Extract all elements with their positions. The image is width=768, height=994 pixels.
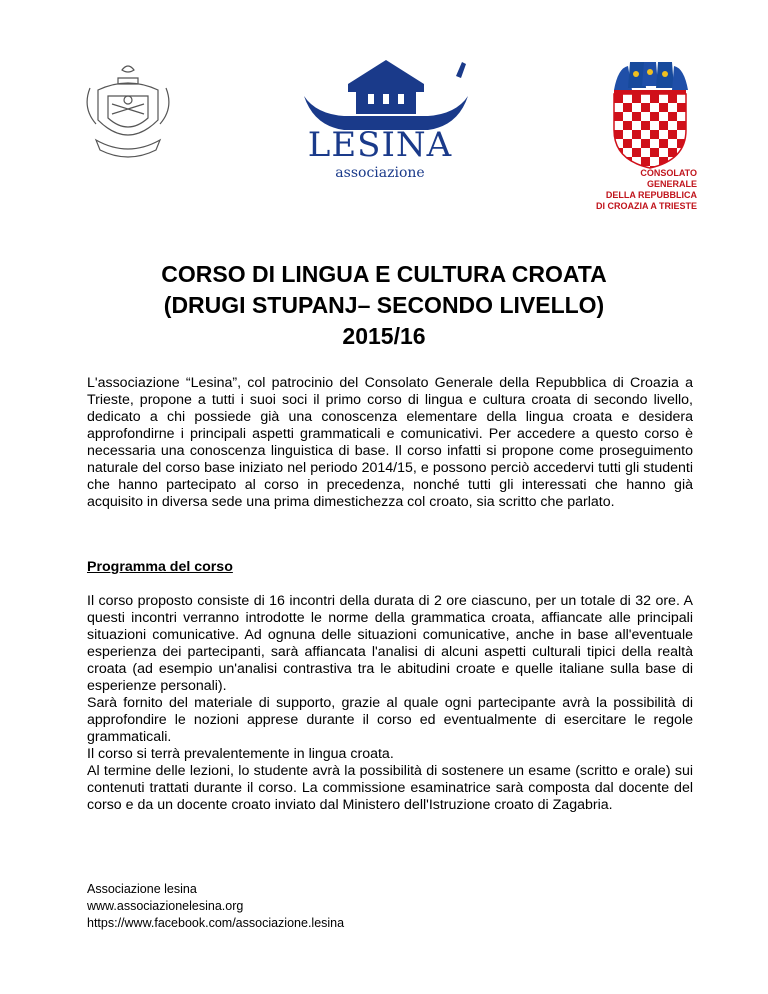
program-paragraph: Sarà fornito del materiale di supporto, grazie al quale ogni partecipante avrà la possibilità di approfondire le nozioni apprese durante il corso ed eventualmente di esercitare le regole grammaticali. — [87, 695, 693, 745]
document-title — [60, 259, 708, 352]
intro-paragraph: L'associazione “Lesina”, col patrocinio del Consolato Generale della Repubblica di Croazia a Trieste, propone a tutti i suoi soci il primo corso di lingua e cultura croata di secondo livello, dedicato a chi possiede già una conoscenza elementare della lingua croata e desidera approfondirne i principali aspetti grammaticali e comunicativi. Per accedere a questo corso è necessaria una conoscenza linguistica di base. Il corso infatti si propone come proseguimento naturale del corso base iniziato nel periodo 2014/15, e possono perciò accedervi tutti gli studenti che hanno partecipato al corso in precedenza, nonché tutti gli interessati che hanno già acquisito in diversa sede una prima dimestichezza col croato, sia scritto che parlato. — [87, 375, 693, 510]
program-section — [87, 593, 693, 814]
footer-facebook-link[interactable]: https://www.facebook.com/associazione.lesina — [87, 916, 345, 930]
program-heading: Programma del corso — [87, 559, 233, 575]
title-line-3: 2015/16 — [342, 323, 426, 349]
program-paragraph: Al termine delle lezioni, lo studente avrà la possibilità di sostenere un esame (scritto e orale) sui contenuti trattati durante il corso. La commissione esaminatrice sarà composta dal docente del corso e da un docente croato inviato dal Ministero dell'Istruzione croato di Zagabria. — [87, 763, 693, 813]
footer-contacts — [87, 881, 344, 932]
footer-website-link[interactable]: www.associazionelesina.org — [87, 899, 244, 913]
title-line-1: CORSO DI LINGUA E CULTURA CROATA — [161, 261, 607, 287]
program-paragraph: Il corso proposto consiste di 16 incontri della durata di 2 ore ciascuno, per un totale di 32 ore. A questi incontri verranno introdotte le norme della grammatica croata, affiancate alle principali situazioni comunicative. Ad ognuna delle situazioni comunicative, anche in base all'eventuale esperienza dei partecipanti, sarà affiancata l'analisi di alcuni aspetti culturali tipici della realtà croata (ad esempio un'analisi contrastiva tra le abitudini croate e quelle italiane sulla base di esperienze personali). — [87, 593, 693, 694]
croatian-coat-of-arms-icon — [610, 60, 690, 170]
consulate-line: DI CROAZIA A TRIESTE — [596, 201, 697, 211]
left-crest-icon — [78, 60, 178, 170]
logo-subtitle: associazione — [335, 165, 425, 181]
consulate-line: CONSOLATO — [640, 168, 697, 178]
consulate-line: DELLA REPUBBLICA — [605, 190, 697, 200]
footer-association: Associazione lesina — [87, 882, 197, 896]
consulate-line: GENERALE — [646, 179, 697, 189]
consulate-label — [585, 168, 697, 212]
logo-name: LESINA — [307, 125, 453, 165]
program-paragraph: Il corso si terrà prevalentemente in lingua croata. — [87, 746, 394, 762]
title-line-2: (DRUGI STUPANJ– SECONDO LIVELLO) — [163, 292, 605, 318]
